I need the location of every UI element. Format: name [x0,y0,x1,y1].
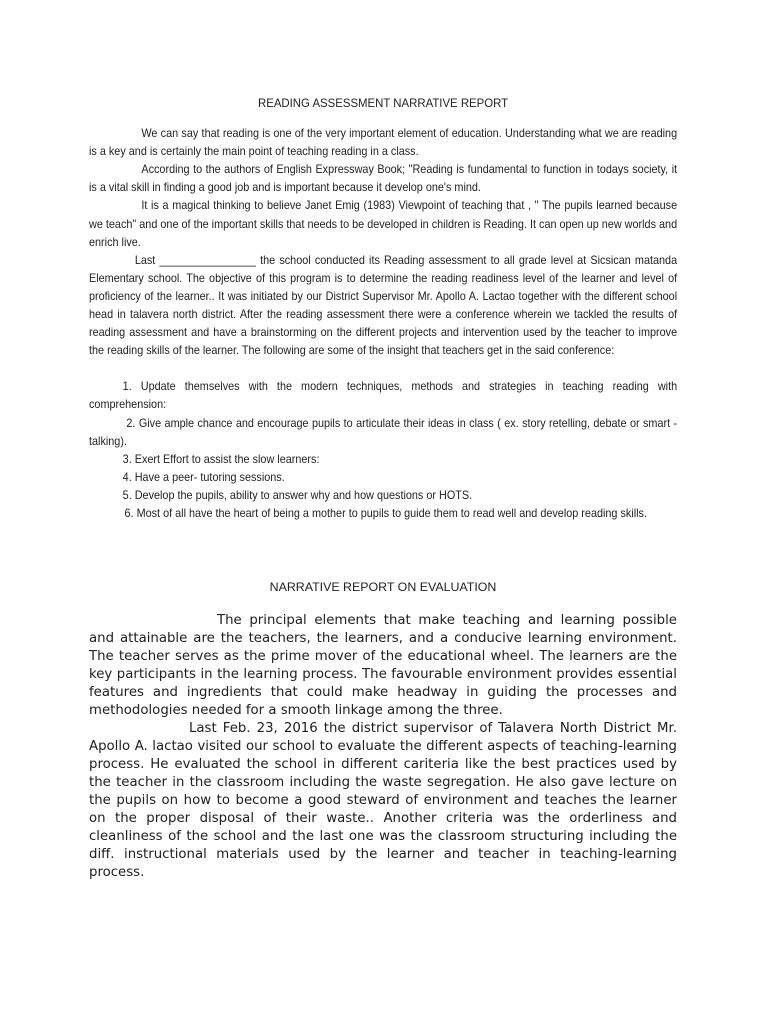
intro-paragraph-1: We can say that reading is one of the very important element of education. Understanding what we are reading is a key and is certainly the main point of teaching reading in a class. [89,127,678,159]
evaluation-paragraph-1: The principal elements that make teaching and learning possible and attainable are the teachers, the learners, and a conducive learning environment. The teacher serves as the prime mover of the educational wheel. The learners are the key participants in the learning process. The favourable environment provides essential features and ingredients that could make headway in guiding the processes and methodologies needed for a smooth linkage among the three. [89,613,677,718]
insights-list [89,378,677,523]
list-item: 2. Give ample chance and encourage pupils to articulate their ideas in class ( ex. story retelling, debate or smart - talking). [89,416,678,448]
evaluation-section [89,612,677,882]
intro-paragraph-4: Last ________________ the school conducted its Reading assessment to all grade level at Sicsican matanda Elementary school. The objective of this program is to determine the reading readiness level of the learner and level of proficiency of the learner.. It was initiated by our District Supervisor Mr. Apollo A. Lactao together with the different school head in talavera north district. After the reading assessment there were a conference wherein we tackled the results of reading assessment and have a brainstorming on the different projects and intervention used by the teacher to improve the reading skills of the learner. The following are some of the insight that teachers get in the said conference: [89,253,678,358]
list-item: 3. Exert Effort to assist the slow learners: [122,452,320,466]
reading-assessment-section [89,94,677,523]
report-title: READING ASSESSMENT NARRATIVE REPORT [257,96,509,110]
list-item: 4. Have a peer- tutoring sessions. [122,470,285,484]
evaluation-paragraph-2: Last Feb. 23, 2016 the district supervisor of Talavera North District Mr. Apollo A. lactao visited our school to evaluate the different aspects of teaching-learning process. He evaluated the school in different cariteria like the best practices used by the teacher in the classroom including the waste segregation. He also gave lecture on the pupils on how to become a good steward of environment and teaches the learner on the proper disposal of their waste.. Another criteria was the orderliness and cleanliness of the school and the last one was the classroom structuring including the diff. instructional materials used by the learner and teacher in teaching-learning process. [89,721,677,880]
paragraph-gap [89,360,677,378]
list-item: 5. Develop the pupils, ability to answer why and how questions or HOTS. [122,488,473,502]
list-item: 1. Update themselves with the modern techniques, methods and strategies in teaching reading with comprehension: [89,380,678,412]
section2-title: NARRATIVE REPORT ON EVALUATION [269,580,497,594]
list-item: 6. Most of all have the heart of being a mother to pupils to guide them to read well and develop reading skills. [124,506,647,520]
intro-paragraph-2: According to the authors of English Expressway Book; "Reading is fundamental to function in todays society, it is a vital skill in finding a good job and is important because it develop one's mind. [89,163,678,195]
intro-paragraph-3: It is a magical thinking to believe Janet Emig (1983) Viewpoint of teaching that , " The pupils learned because we teach" and one of the important skills that needs to be developed in children is Reading. It can open up new worlds and enrich live. [89,199,678,249]
